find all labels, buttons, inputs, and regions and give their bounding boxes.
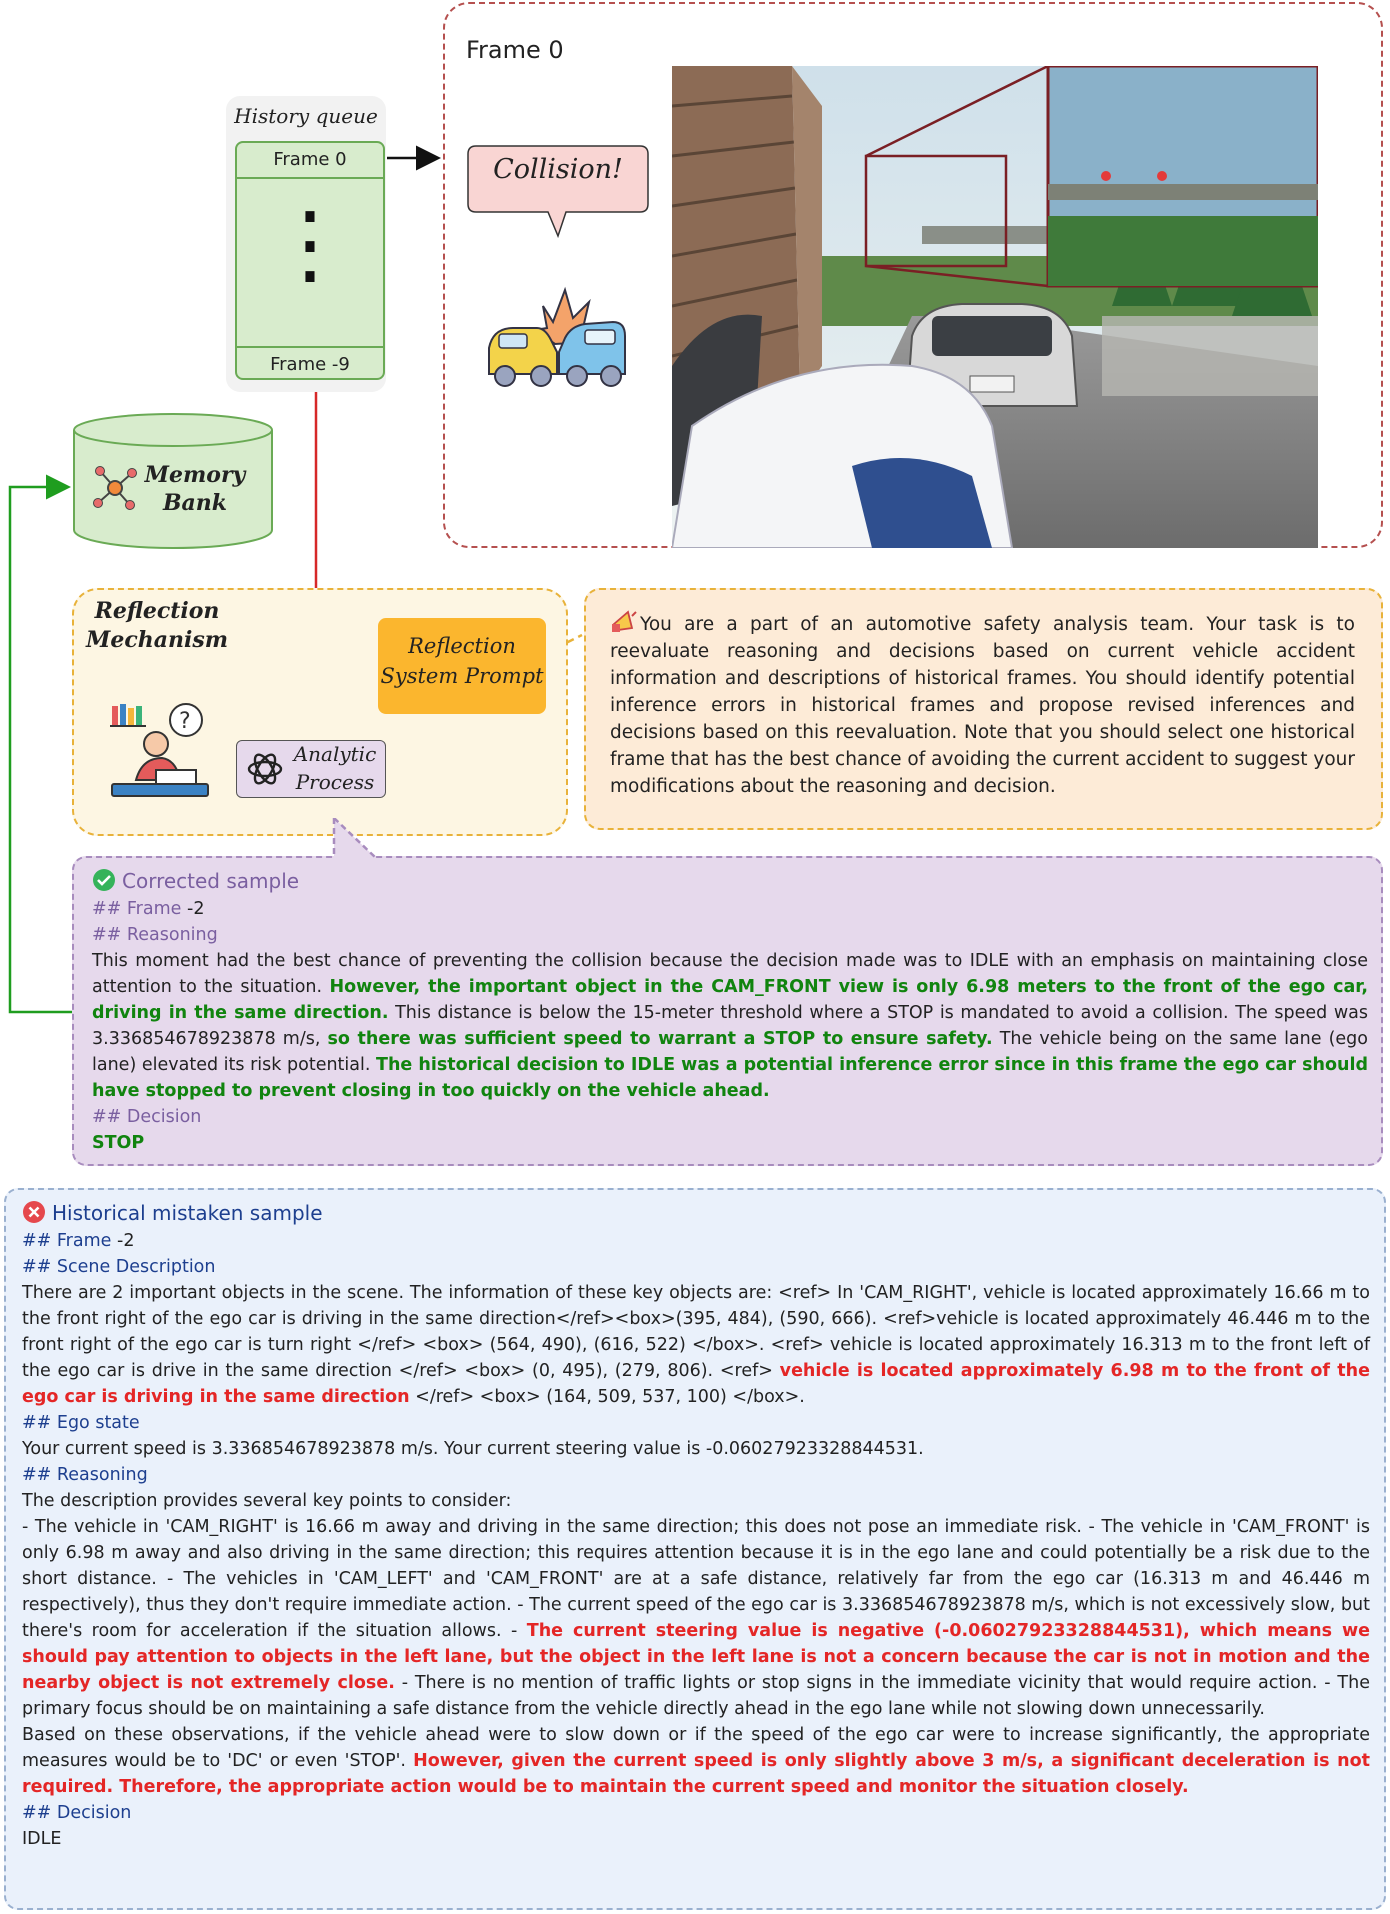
corrected-r3: This distance is below the 15-meter threshold where a STOP is mandated to avoid a collision. The speed was 3.336854678923878 m/s, <box>92 1003 1368 1049</box>
mistaken-frame-label: ## Frame <box>22 1231 112 1251</box>
mistaken-scene-label: ## Scene Description <box>22 1257 216 1277</box>
mistaken-m5: However, given the current speed is only slightly above 3 m/s, a significant deceleration is not required. Therefore, the appropriate action would be to maintain the current speed and monitor the situation closely. <box>22 1751 1370 1797</box>
corrected-r6: The historical decision to IDLE was a potential inference error since in this frame the ego car should have stopped to prevent closing in too quickly on the vehicle ahead. <box>92 1055 1368 1101</box>
corrected-r5: The vehicle being on the same lane (ego lane) elevated its risk potential. <box>92 1029 1368 1075</box>
reflection-title-2: Mechanism <box>85 627 228 653</box>
mistaken-ego-text: Your current speed is 3.336854678923878 m/s. Your current steering value is -0.06027923328844531. <box>22 1439 924 1459</box>
driving-scene-image <box>672 66 1318 548</box>
mistaken-decision-label: ## Decision <box>22 1803 132 1823</box>
speech-text: Collision! <box>493 154 623 185</box>
system-prompt-text: You are a part of an automotive safety analysis team. Your task is to reevaluate reasoning and decisions based on current vehicle accident information and descriptions of historical frames. You should identify potential inference errors in historical frames and propose revised inferences and decisions based on this reevaluation. Note that you should select one historical frame that has the best chance of avoiding the current accident to suggest your modifications about the reasoning and decision. <box>610 614 1355 797</box>
prompt-box-line-1: Reflection <box>408 634 516 658</box>
corrected-r4: so there was sufficient speed to warrant a STOP to ensure safety. <box>327 1029 993 1049</box>
openai-icon <box>244 748 286 790</box>
corrected-header: Corrected sample <box>122 869 300 893</box>
history-queue-label: History queue <box>234 104 378 128</box>
mistaken-m4: Based on these observations, if the vehicle ahead were to slow down or if the speed of the ego car were to increase significantly, the appropriate measures would be to 'DC' or even 'STOP'. <box>22 1725 1370 1771</box>
mistaken-decision-value: IDLE <box>22 1829 62 1849</box>
corrected-decision-value: STOP <box>92 1133 145 1153</box>
check-icon <box>92 868 116 892</box>
frame-panel-title: Frame 0 <box>466 36 564 64</box>
mistaken-reasoning-label: ## Reasoning <box>22 1465 148 1485</box>
corrected-frame-label: ## Frame <box>92 899 182 919</box>
corrected-r1: This moment had the best chance of preventing the collision because the decision made was to IDLE with an emphasis on maintaining close attention to the situation. <box>92 951 1368 997</box>
mistaken-frame-value: -2 <box>117 1231 135 1251</box>
arrow-corrected-to-memory <box>10 487 72 1012</box>
mistaken-reasoning-conclusion <box>22 1722 1370 1800</box>
error-icon <box>22 1200 46 1224</box>
memory-bank-label-1: Memory <box>144 462 246 488</box>
svg-text:?: ? <box>179 709 191 734</box>
mistaken-s2: vehicle is located approximately 6.98 m to the front of the ego car is driving in the same direction <box>22 1361 1370 1407</box>
corrected-frame-value: -2 <box>187 899 205 919</box>
mistaken-reasoning-body <box>22 1514 1370 1722</box>
megaphone-icon <box>610 610 638 634</box>
mistaken-reasoning-intro: The description provides several key points to consider: <box>22 1491 512 1511</box>
memory-bank-label-2: Bank <box>162 490 228 516</box>
reflection-title-1: Reflection <box>94 598 220 624</box>
corrected-r2: However, the important object in the CAM_FRONT view is only 6.98 meters to the front of the ego car, driving in the same direction. <box>92 977 1368 1023</box>
car-collision-icon <box>485 284 630 396</box>
thinking-person-icon <box>106 700 214 800</box>
corrected-reasoning-label: ## Reasoning <box>92 925 218 945</box>
analytic-line-2: Process <box>295 770 375 794</box>
network-icon <box>90 463 140 513</box>
prompt-box-line-2: System Prompt <box>380 664 544 688</box>
corrected-callout <box>330 818 380 860</box>
history-frame-bottom: Frame -9 <box>235 346 385 382</box>
mistaken-m2: The current steering value is negative (-0.06027923328844531), which means we should pay attention to objects in the left lane, but the object in the left lane is not a concern because the car is not in motion and the nearby object is not extremely close. <box>22 1621 1370 1693</box>
mistaken-ego-label: ## Ego state <box>22 1413 140 1433</box>
mistaken-s1: There are 2 important objects in the scene. The information of these key objects are: <ref> In 'CAM_RIGHT', vehicle is located approximately 16.66 m to the front right of the ego car is driving in the same direction</ref><box>(395, 484), (590, 666). <ref>vehicle is located approximately 46.446 m to the front right of the ego car is turn right </ref> <box> (564, 490), (616, 522) </box>. <ref> vehicle is located approximately 16.313 m to the front left of the ego car is drive in the same direction </ref> <box> (0, 495), (279, 806). <ref> <box>22 1283 1370 1381</box>
mistaken-sample-content <box>22 1198 1370 1852</box>
mistaken-header: Historical mistaken sample <box>52 1201 323 1225</box>
system-prompt-textbox <box>584 588 1383 830</box>
mistaken-scene-text <box>22 1280 1370 1410</box>
mistaken-m3: - There is no mention of traffic lights or stop signs in the immediate vicinity that would require action. - The primary focus should be on maintaining a safe distance from the vehicle directly ahead in the ego lane while not slowing down unnecessarily. <box>22 1673 1370 1719</box>
mistaken-s3: </ref> <box> (164, 509, 537, 100) </box>. <box>415 1387 805 1407</box>
mistaken-m1: - The vehicle in 'CAM_RIGHT' is 16.66 m away and driving in the same direction; this does not pose an immediate risk. - The vehicle in 'CAM_FRONT' is only 6.98 m away and also driving in the same direction; this requires attention because it is in the ego lane and could potentially be a risk due to the short distance. - The vehicles in 'CAM_LEFT' and 'CAM_FRONT' are at a safe distance, relatively far from the ego car (16.313 m and 46.446 m respectively), thus they don't require immediate action. - The current speed of the ego car is 3.336854678923878 m/s, which is not excessively slow, but there's room for acceleration if the situation allows. - <box>22 1517 1370 1641</box>
corrected-sample-content <box>92 866 1368 1156</box>
analytic-line-1: Analytic <box>293 742 377 766</box>
history-ellipsis: ⋮ <box>266 192 354 295</box>
corrected-decision-label: ## Decision <box>92 1107 202 1127</box>
corrected-reasoning <box>92 948 1368 1104</box>
history-frame-top: Frame 0 <box>235 143 385 179</box>
